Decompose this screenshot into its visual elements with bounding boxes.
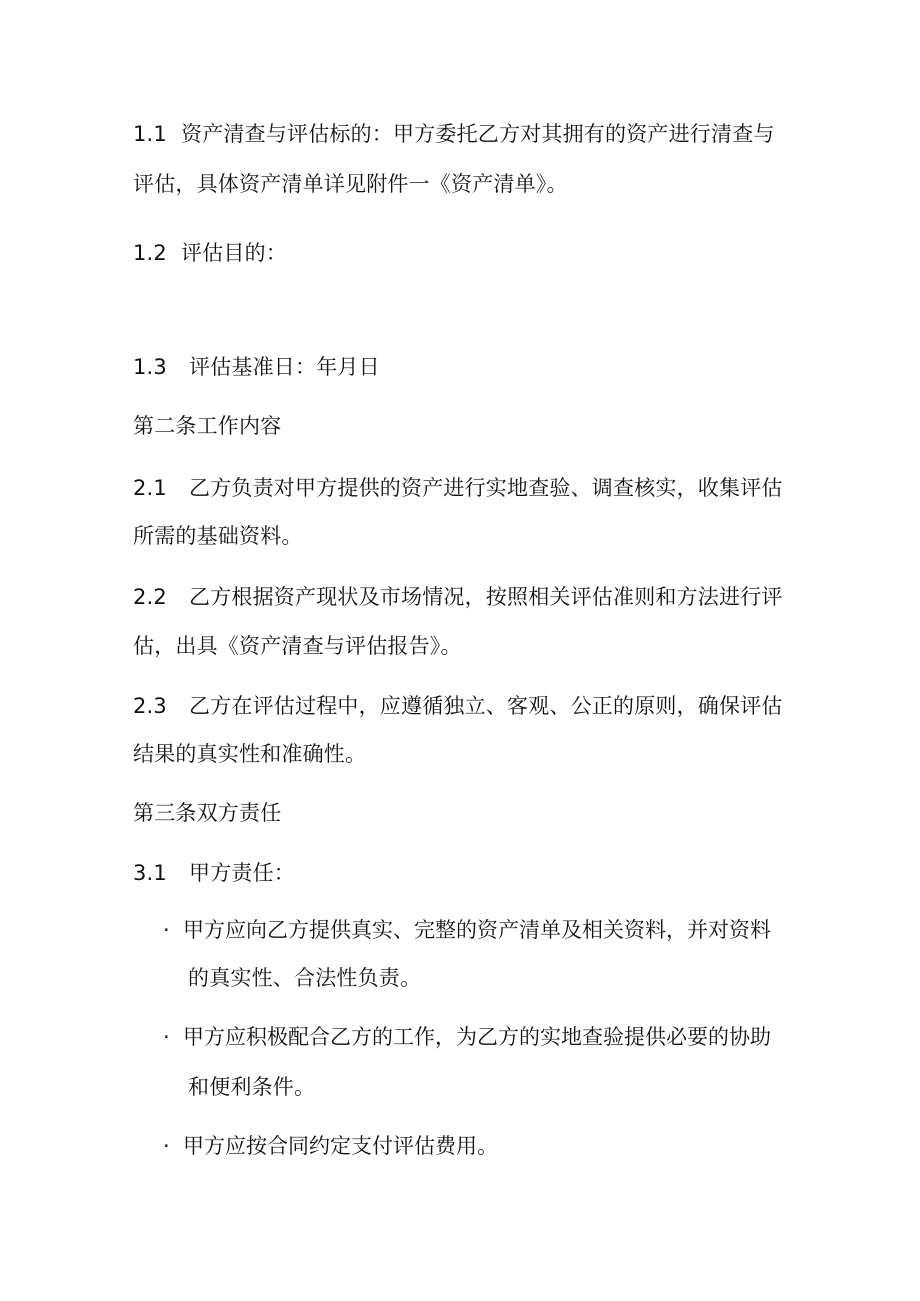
- clause-text: 所需的基础资料。: [133, 524, 303, 548]
- clause-text: 甲方责任：: [189, 861, 295, 885]
- clause-text: 资产清查与评估标的：甲方委托乙方对其拥有的资产进行清查与: [181, 122, 775, 146]
- bullet-icon: ·: [163, 1134, 170, 1158]
- clause-text: 评估，具体资产清单详见附件一《资产清单》。: [133, 172, 568, 196]
- bullet-text: 甲方应积极配合乙方的工作，为乙方的实地查验提供必要的协助: [183, 1025, 771, 1049]
- bullet-icon: ·: [163, 918, 170, 942]
- clause-number: 2.3: [133, 694, 167, 718]
- clause-number: 2.2: [133, 585, 167, 609]
- bullet-text: 和便利条件。: [188, 1075, 316, 1099]
- clause-1-1-line2: [133, 172, 568, 196]
- clause-number: 3.1: [133, 861, 167, 885]
- clause-text: 结果的真实性和准确性。: [133, 742, 367, 766]
- bullet-item-1-line1: [163, 918, 771, 942]
- bullet-text: 甲方应向乙方提供真实、完整的资产清单及相关资料，并对资料: [183, 918, 771, 942]
- clause-2-1-line1: [133, 476, 783, 500]
- clause-3-1: [133, 861, 295, 885]
- bullet-text: 的真实性、合法性负责。: [188, 966, 422, 990]
- bullet-text: 甲方应按合同约定支付评估费用。: [183, 1134, 498, 1158]
- clause-2-1-line2: [133, 524, 303, 548]
- clause-text: 估，出具《资产清查与评估报告》。: [133, 634, 462, 658]
- bullet-item-2-line1: [163, 1025, 771, 1049]
- bullet-item-1-line2: [188, 966, 421, 990]
- clause-number: 1.3: [133, 355, 167, 379]
- clause-1-3: [133, 355, 380, 379]
- clause-number: 1.1: [133, 122, 167, 146]
- clause-1-1-line1: [133, 122, 775, 146]
- clause-text: 乙方根据资产现状及市场情况，按照相关评估准则和方法进行评: [189, 585, 783, 609]
- clause-2-3-line1: [133, 694, 783, 718]
- clause-number: 1.2: [133, 241, 167, 265]
- article-3-heading: 第三条双方责任: [133, 801, 282, 825]
- clause-number: 2.1: [133, 476, 167, 500]
- clause-2-3-line2: [133, 742, 366, 766]
- clause-text: 乙方在评估过程中，应遵循独立、客观、公正的原则，确保评估: [189, 694, 783, 718]
- bullet-icon: ·: [163, 1025, 170, 1049]
- clause-text: 评估目的：: [181, 241, 287, 265]
- article-2-heading: 第二条工作内容: [133, 414, 282, 438]
- clause-2-2-line2: [133, 634, 462, 658]
- clause-1-2: [133, 241, 287, 265]
- bullet-item-2-line2: [188, 1075, 315, 1099]
- bullet-item-3-line1: [163, 1134, 498, 1158]
- clause-text: 乙方负责对甲方提供的资产进行实地查验、调查核实，收集评估: [189, 476, 783, 500]
- clause-2-2-line1: [133, 585, 783, 609]
- clause-text: 评估基准日：年月日: [189, 355, 380, 379]
